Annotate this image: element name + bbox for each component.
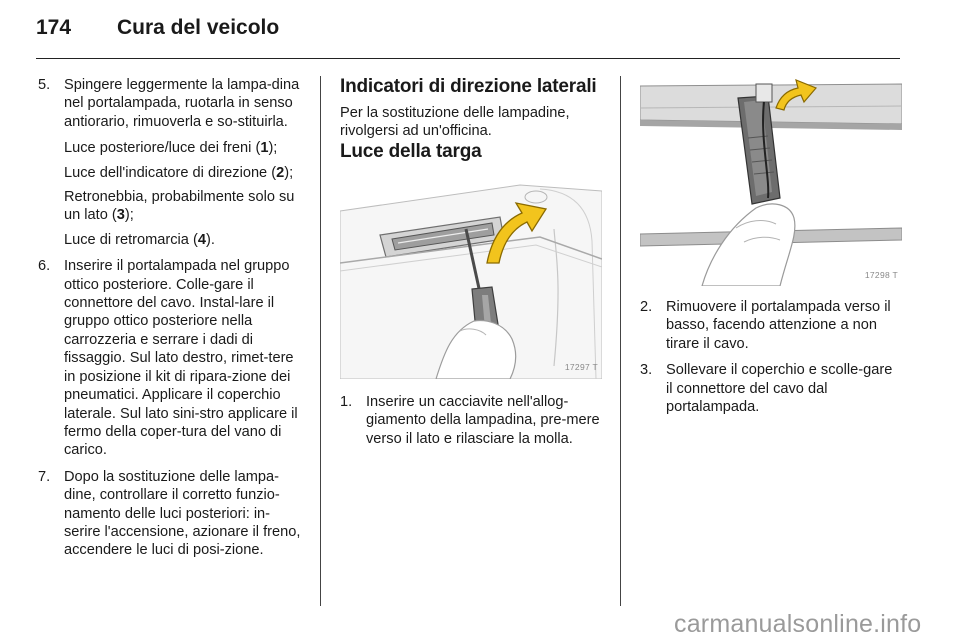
watermark: carmanualsonline.info [674, 610, 922, 638]
step-number: 5. [38, 77, 51, 93]
step-7 [38, 468, 306, 560]
column-divider-right [620, 76, 621, 606]
step-text: Inserire il portalampada nel gruppo ottico posteriore. Colle-gare il connettore del cavo. Instal-lare il gruppo ottico posteriore nella carrozzeria e serrare i dadi di fissaggio. Sul lato destro, rimet-tere in posizione il kit di ripara-zione dei pneumatici. Applicare il coperchio laterale. Sul lato sini-stro applicare il fermo della coper-tura del vano di carico. [64, 258, 298, 459]
column-left [38, 76, 306, 568]
step-number: 1. [340, 393, 353, 410]
step-number: 6. [38, 258, 51, 275]
step-text: Spingere leggermente la lampa-dina nel portalampada, ruotarla in senso antiorario, rimuoverla e so-stituirla. [64, 77, 300, 130]
column-middle [340, 76, 602, 456]
figure-code: 17298 T [864, 269, 898, 280]
step-1 [340, 393, 602, 448]
section-paragraph: Per la sostituzione delle lampadine, rivolgersi ad un'officina. [340, 105, 570, 140]
step-number: 3. [640, 362, 653, 379]
step-3 [640, 361, 902, 416]
step-text: Inserire un cacciavite nell'allog-giamento della lampadina, pre-mere verso il lato e rilasciare la molla. [366, 393, 600, 447]
step-text: Sollevare il coperchio e scolle-gare il connettore del cavo dal portalampada. [666, 362, 893, 416]
step-6 [38, 257, 306, 459]
figure-lamp-holder [640, 78, 902, 286]
figure-code: 17297 T [564, 362, 598, 373]
section-heading-plate-light: Luce della targa [340, 140, 482, 162]
column-divider-left [320, 76, 321, 606]
light-item: Retronebbia, probabilmente solo su un lato (3); [64, 189, 295, 224]
column-right [640, 78, 902, 424]
light-item: Luce dell'indicatore di direzione (2); [64, 164, 294, 181]
page-header [36, 16, 906, 48]
page-number: 174 [36, 16, 72, 39]
step-text: Rimuovere il portalampada verso il basso, facendo attenzione a non tirare il cavo. [666, 299, 891, 352]
light-item: Luce di retromarcia (4). [64, 231, 215, 248]
figure-plate-light [340, 171, 602, 379]
step-2 [640, 298, 902, 353]
step-5 [38, 76, 306, 131]
header-divider [36, 58, 900, 59]
light-item: Luce posteriore/luce dei freni (1); [64, 140, 278, 157]
step-text: Dopo la sostituzione delle lampa-dine, controllare il corretto funzio-namento delle luci posteriori: in-serire l'accensione, azionare il freno, accendere le luci di posi-zione. [64, 468, 301, 559]
lamp-holder-illustration [640, 78, 902, 286]
section-heading-side-indicators: Indicatori di direzione laterali [340, 76, 597, 97]
step-number: 2. [640, 299, 653, 315]
plate-light-illustration [340, 171, 602, 379]
page-title: Cura del veicolo [117, 16, 280, 39]
step-number: 7. [38, 468, 51, 485]
